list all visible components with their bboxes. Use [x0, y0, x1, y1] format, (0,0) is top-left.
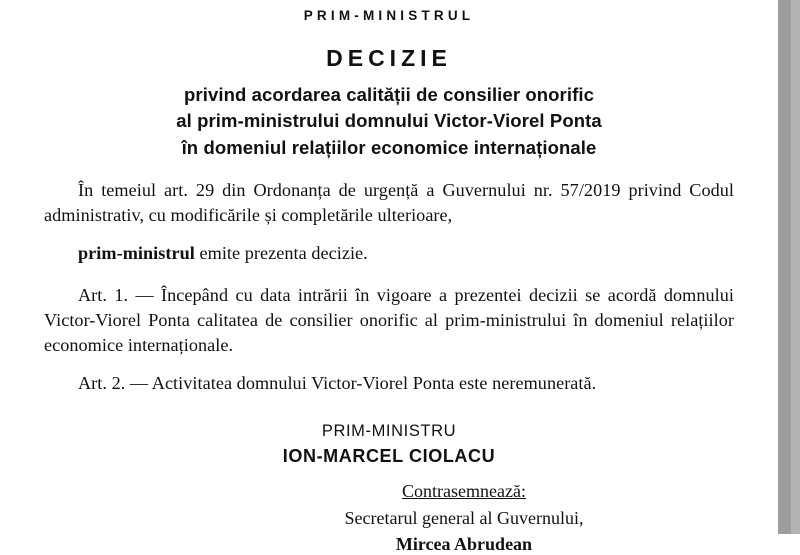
paragraph-enacting [44, 241, 734, 266]
countersignature-role: Secretarul general al Guvernului, [344, 508, 584, 529]
document-kicker: PRIM-MINISTRUL [303, 8, 475, 23]
document-subtitle [44, 82, 734, 161]
signatory-role: PRIM-MINISTRU [321, 422, 457, 441]
subtitle-line-3: în domeniul relațiilor economice internaționale [181, 136, 597, 158]
signature-block [44, 422, 734, 467]
enacting-lead: prim-ministrul [78, 243, 195, 264]
scan-edge-strip-highlight [791, 0, 800, 534]
subtitle-line-2: al prim-ministrului domnului Victor-Viorel Ponta [176, 110, 602, 132]
document-title: DECIZIE [326, 45, 452, 71]
subtitle-line-1: privind acordarea calității de consilier onorific [184, 84, 594, 105]
countersignature-name: Mircea Abrudean [395, 534, 533, 555]
signatory-name: ION-MARCEL CIOLACU [282, 446, 496, 467]
scan-edge-strip [778, 0, 800, 534]
enacting-rest: emite prezenta decizie. [194, 243, 368, 264]
countersignature-block [44, 481, 734, 555]
paragraph-article-1: Art. 1. — Începând cu data intrării în vigoare a prezentei decizii se acordă domnului Victor-Viorel Ponta calitatea de consilier onorific al prim-ministrului în domeniul relațiilor economice internaționale. [44, 285, 734, 355]
paragraph-article-2: Art. 2. — Activitatea domnului Victor-Viorel Ponta este neremunerată. [78, 373, 597, 394]
countersignature-label: Contrasemnează: [402, 481, 526, 502]
paragraph-legal-basis: În temeiul art. 29 din Ordonanța de urgență a Guvernului nr. 57/2019 privind Codul administrativ, cu modificările și completările ulterioare, [44, 179, 734, 225]
